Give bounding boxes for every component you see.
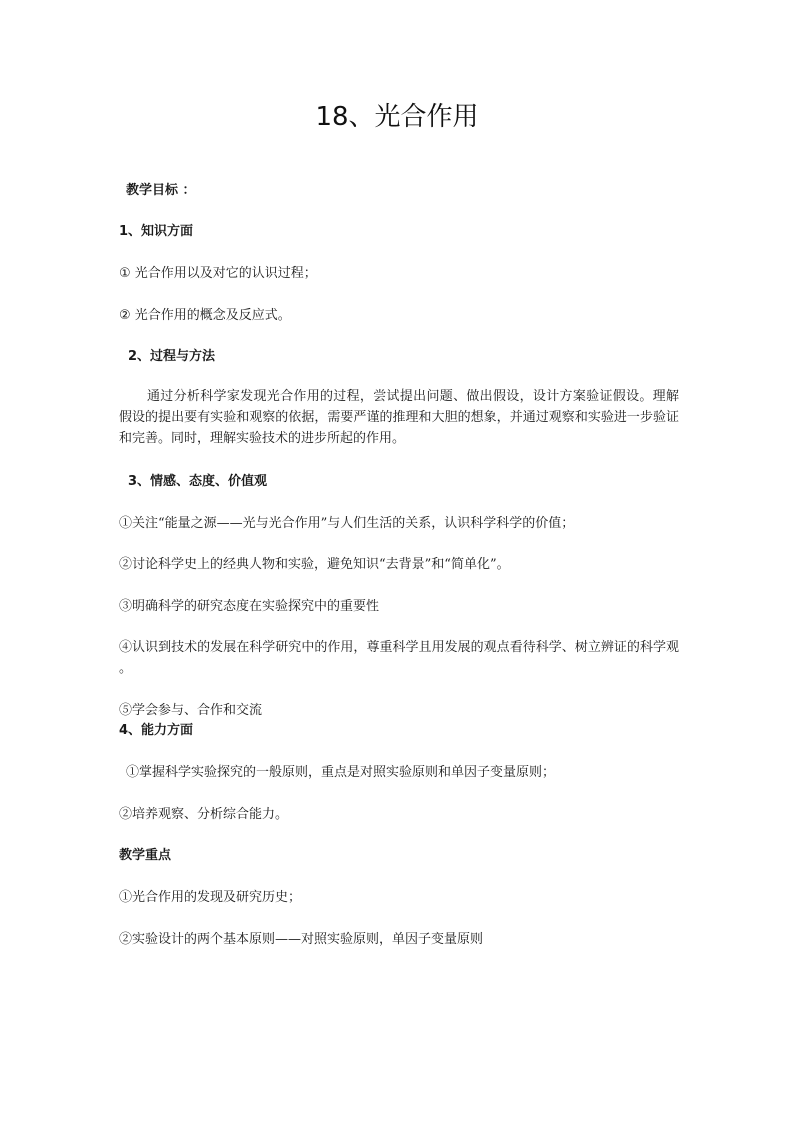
emotion-heading: 3、情感、态度、价值观 xyxy=(128,474,268,489)
process-paragraph: 通过分析科学家发现光合作用的过程，尝试提出问题、做出假设，设计方案验证假设。理解假设的提出要有实验和观察的依据，需要严谨的推理和大胆的想象，并通过观察和实验进一步验证和完善。同时，理解实验技术的进步所起的作用。 xyxy=(119,389,679,446)
ability-heading: 4、能力方面 xyxy=(119,723,194,738)
process-heading: 2、过程与方法 xyxy=(128,349,216,364)
emotion-item-1: ①关注“能量之源——光与光合作用”与人们生活的关系，认识科学科学的价值； xyxy=(119,516,575,531)
knowledge-item-2: ② 光合作用的概念及反应式。 xyxy=(119,308,291,323)
page-title: 18、光合作用 xyxy=(315,102,479,132)
emotion-item-4: ④认识到技术的发展在科学研究中的作用，尊重科学且用发展的观点看待科学、树立辨证的科学观 。 xyxy=(119,640,679,676)
key-points-heading: 教学重点 xyxy=(119,848,172,863)
key-point-item-1: ①光合作用的发现及研究历史； xyxy=(119,890,302,905)
emotion-item-3: ③明确科学的研究态度在实验探究中的重要性 xyxy=(119,599,380,614)
knowledge-heading: 1、知识方面 xyxy=(119,224,194,239)
ability-item-2: ②培养观察、分析综合能力。 xyxy=(119,807,289,822)
teaching-goals-heading: 教学目标 ： xyxy=(126,183,196,198)
emotion-item-2: ②讨论科学史上的经典人物和实验，避免知识“去背景”和“简单化”。 xyxy=(119,557,510,572)
knowledge-item-1: ① 光合作用以及对它的认识过程； xyxy=(119,266,317,281)
ability-item-1: ①掌握科学实验探究的一般原则，重点是对照实验原则和单因子变量原则； xyxy=(126,765,556,780)
key-point-item-2: ②实验设计的两个基本原则——对照实验原则，单因子变量原则 xyxy=(119,932,484,947)
emotion-item-5: ⑤学会参与、合作和交流 xyxy=(119,703,263,718)
